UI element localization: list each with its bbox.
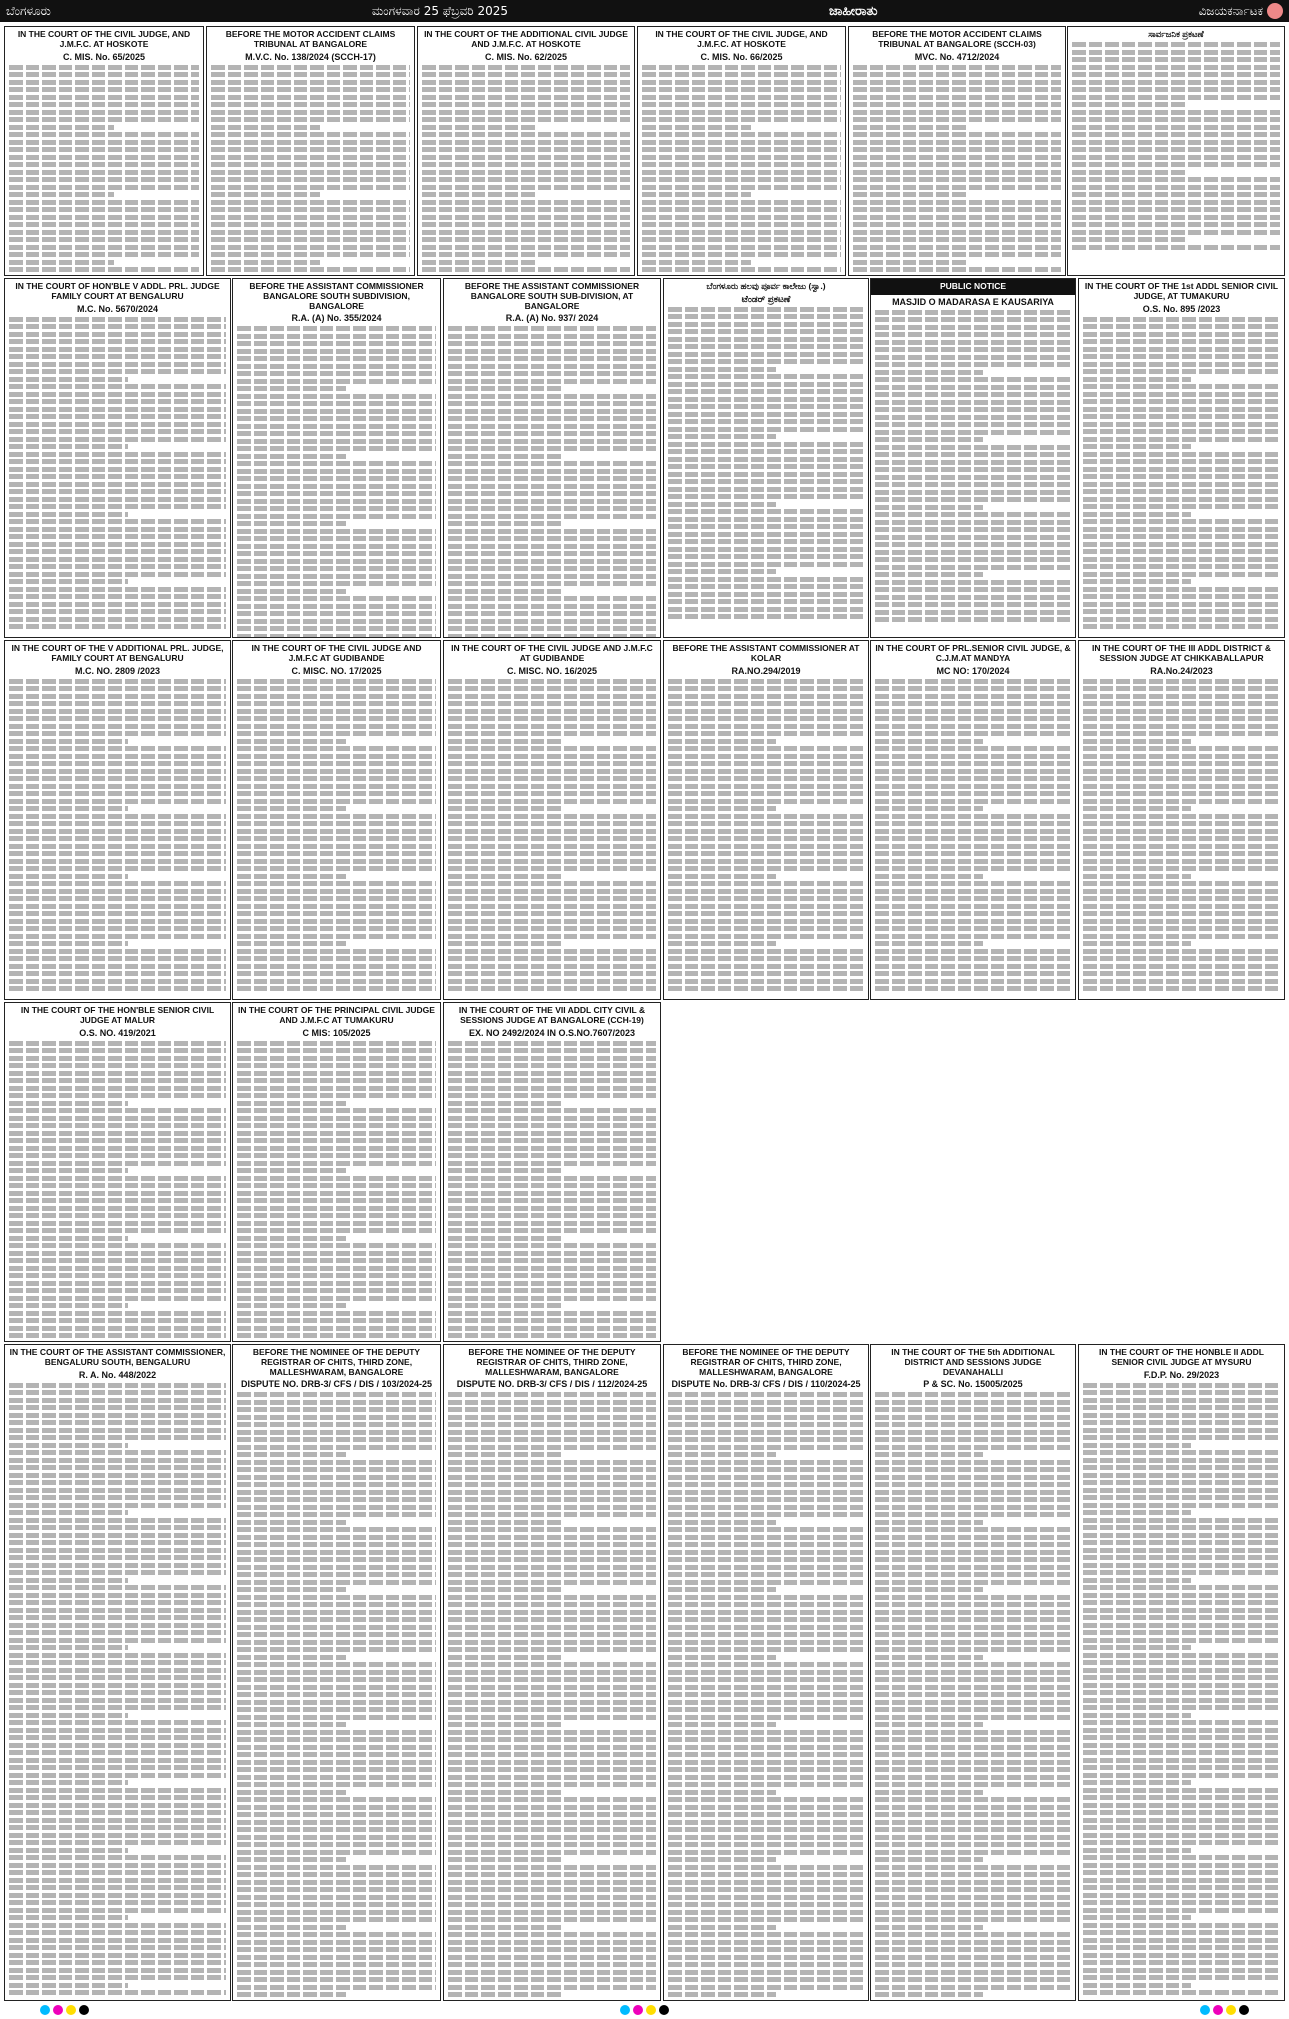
notice-case-number: M.V.C. No. 138/2024 (SCCH-17) bbox=[245, 51, 376, 62]
notice-title: IN THE COURT OF THE CIVIL JUDGE AND J.M.F.C AT GUDIBANDE bbox=[251, 643, 422, 663]
notice-body-text bbox=[448, 1392, 656, 2001]
notice-case-number: MC NO: 170/2024 bbox=[936, 665, 1010, 676]
legal-notice-8 bbox=[232, 278, 441, 638]
notice-body-text bbox=[875, 679, 1071, 992]
masthead-brand: ವಿಜಯಕರ್ನಾಟಕ bbox=[1198, 3, 1263, 18]
legal-notice-10 bbox=[663, 278, 869, 638]
masthead-date: ಮಂಗಳವಾರ 25 ಫೆಬ್ರವರಿ 2025 bbox=[371, 3, 508, 18]
notice-title: BEFORE THE NOMINEE OF THE DEPUTY REGISTRAR OF CHITS, THIRD ZONE, MALLESHWARAM, BANGALORE bbox=[682, 1347, 850, 1377]
notice-body-text bbox=[9, 317, 226, 630]
masthead-left: ಬೆಂಗಳೂರು bbox=[6, 3, 51, 18]
notice-case-number: C MIS: 105/2025 bbox=[302, 1027, 371, 1038]
notice-body-text bbox=[9, 65, 199, 273]
notice-title: PUBLIC NOTICE bbox=[871, 279, 1075, 295]
legal-notice-3 bbox=[417, 26, 635, 276]
legal-notice-11 bbox=[870, 278, 1076, 638]
notice-body-text bbox=[237, 1392, 436, 2001]
notice-title: IN THE COURT OF THE V ADDITIONAL PRL. JUDGE, FAMILY COURT AT BENGALURU bbox=[11, 643, 224, 663]
notice-title: IN THE COURT OF THE HON'BLE SENIOR CIVIL JUDGE AT MALUR bbox=[20, 1005, 215, 1025]
notice-title: BEFORE THE NOMINEE OF THE DEPUTY REGISTRAR OF CHITS, THIRD ZONE, MALLESHWARAM, BANGALORE bbox=[252, 1347, 421, 1377]
notice-case-number: O.S. NO. 419/2021 bbox=[79, 1027, 156, 1038]
notice-title: IN THE COURT OF THE CIVIL JUDGE, AND J.M.F.C. AT HOSKOTE bbox=[655, 29, 828, 49]
notice-title: IN THE COURT OF THE VII ADDL CITY CIVIL & SESSIONS JUDGE AT BANGALORE (CCH-19) bbox=[458, 1005, 646, 1025]
notice-case-number: R.A. (A) No. 937/ 2024 bbox=[505, 313, 599, 324]
legal-notice-20 bbox=[232, 1002, 441, 1342]
legal-notice-12 bbox=[1078, 278, 1285, 638]
notice-title: IN THE COURT OF THE 1st ADDL SENIOR CIVIL JUDGE, AT TUMAKURU bbox=[1084, 281, 1279, 301]
notice-title: ಸಾರ್ವಜನಿಕ ಪ್ರಕಟಣೆ bbox=[1148, 29, 1204, 39]
legal-notice-16 bbox=[663, 640, 869, 1000]
notice-body-text bbox=[668, 307, 864, 620]
legal-notice-23 bbox=[232, 1344, 441, 2001]
notice-case-number: DISPUTE NO. DRB-3/ CFS / DIS / 103/2024-25 bbox=[240, 1379, 433, 1390]
legal-notice-2 bbox=[206, 26, 415, 276]
notice-title: IN THE COURT OF HON'BLE V ADDL. PRL. JUDGE FAMILY COURT AT BENGALURU bbox=[15, 281, 220, 301]
legal-notice-9 bbox=[443, 278, 661, 638]
notice-body-text bbox=[853, 65, 1061, 273]
notice-body-text bbox=[237, 1041, 436, 1339]
notice-case-number: RA.No.24/2023 bbox=[1150, 665, 1213, 676]
notice-body-text bbox=[875, 310, 1071, 623]
legal-notice-15 bbox=[443, 640, 661, 1000]
notice-title: BEFORE THE ASSISTANT COMMISSIONER BANGALORE SOUTH SUB-DIVISION, AT BANGALORE bbox=[464, 281, 640, 311]
notice-body-text bbox=[9, 1383, 226, 1996]
notice-title: IN THE COURT OF THE ADDITIONAL CIVIL JUDGE AND J.M.F.C. AT HOSKOTE bbox=[424, 29, 628, 49]
notice-title: BEFORE THE ASSISTANT COMMISSIONER BANGALORE SOUTH SUBDIVISION, BANGALORE bbox=[249, 281, 424, 311]
notice-case-number: F.D.P. No. 29/2023 bbox=[1143, 1369, 1220, 1380]
notice-case-number: C. MISC. NO. 17/2025 bbox=[291, 665, 382, 676]
masthead-title: ಜಾಹೀರಾತು bbox=[829, 3, 878, 19]
legal-notice-5 bbox=[848, 26, 1066, 276]
notice-case-number: O.S. No. 895 /2023 bbox=[1142, 303, 1221, 314]
notice-case-number: DISPUTE No. DRB-3/ CFS / DIS / 110/2024-25 bbox=[671, 1379, 861, 1390]
notice-body-text bbox=[875, 1392, 1071, 2001]
registration-marks-right-icon bbox=[1200, 2005, 1249, 2015]
notice-case-number: ಟೆಂಡರ್ ಪ್ರಕಟಣೆ bbox=[741, 293, 791, 304]
notice-body-text bbox=[422, 65, 630, 273]
notice-title: ಬೆಂಗಳೂರು ಹಲವು ಪೂರ್ವ ಕಾಲೇಜು (ಸ್ವಾ.) bbox=[706, 281, 826, 291]
notice-case-number: RA.NO.294/2019 bbox=[731, 665, 801, 676]
legal-notice-6 bbox=[1067, 26, 1285, 276]
notice-case-number: EX. NO 2492/2024 IN O.S.NO.7607/2023 bbox=[468, 1027, 636, 1038]
legal-notice-27 bbox=[1078, 1344, 1285, 2001]
notice-title: IN THE COURT OF THE PRINCIPAL CIVIL JUDGE AND J.M.F.C AT TUMAKURU bbox=[238, 1005, 435, 1025]
legal-notice-17 bbox=[870, 640, 1076, 1000]
notice-case-number: C. MIS. No. 65/2025 bbox=[62, 51, 146, 62]
registration-marks-left-icon bbox=[40, 2005, 89, 2015]
notice-title: BEFORE THE NOMINEE OF THE DEPUTY REGISTRAR OF CHITS, THIRD ZONE, MALLESHWARAM, BANGALORE bbox=[468, 1347, 636, 1377]
notice-title: IN THE COURT OF THE 5th ADDITIONAL DISTRICT AND SESSIONS JUDGE DEVANAHALLI bbox=[891, 1347, 1055, 1377]
page-number-icon bbox=[1267, 3, 1283, 19]
notice-body-text bbox=[642, 65, 841, 273]
print-footer bbox=[0, 2001, 1289, 2019]
notice-body-text bbox=[1083, 317, 1280, 630]
notice-case-number: C. MIS. No. 62/2025 bbox=[484, 51, 568, 62]
notice-case-number: MASJID O MADARASA E KAUSARIYA bbox=[892, 296, 1054, 307]
notice-body-text bbox=[448, 326, 656, 638]
notice-title: IN THE COURT OF THE ASSISTANT COMMISSIONER, BENGALURU SOUTH, BENGALURU bbox=[9, 1347, 226, 1367]
legal-notice-18 bbox=[1078, 640, 1285, 1000]
notice-case-number: DISPUTE NO. DRB-3/ CFS / DIS / 112/2024-25 bbox=[456, 1379, 648, 1390]
notice-case-number: M.C. NO. 2809 /2023 bbox=[74, 665, 161, 676]
legal-notice-19 bbox=[4, 1002, 231, 1342]
notice-body-text bbox=[211, 65, 410, 273]
notice-body-text bbox=[1083, 679, 1280, 992]
legal-notice-1 bbox=[4, 26, 204, 276]
notice-body-text bbox=[668, 679, 864, 992]
legal-notice-4 bbox=[637, 26, 846, 276]
classifieds-grid bbox=[4, 26, 1285, 2001]
notice-body-text bbox=[9, 1041, 226, 1339]
notice-body-text bbox=[1083, 1383, 1280, 1996]
notice-case-number: C. MISC. NO. 16/2025 bbox=[506, 665, 598, 676]
legal-notice-7 bbox=[4, 278, 231, 638]
legal-notice-24 bbox=[443, 1344, 661, 2001]
notice-case-number: M.C. No. 5670/2024 bbox=[76, 303, 159, 314]
notice-case-number: MVC. No. 4712/2024 bbox=[914, 51, 1000, 62]
notice-title: IN THE COURT OF THE CIVIL JUDGE, AND J.M.F.C. AT HOSKOTE bbox=[17, 29, 191, 49]
notice-title: BEFORE THE ASSISTANT COMMISSIONER AT KOLAR bbox=[672, 643, 860, 663]
legal-notice-14 bbox=[232, 640, 441, 1000]
notice-case-number: C. MIS. No. 66/2025 bbox=[700, 51, 783, 62]
notice-title: IN THE COURT OF THE III ADDL DISTRICT & SESSION JUDGE AT CHIKKABALLAPUR bbox=[1092, 643, 1271, 663]
notice-body-text bbox=[448, 1041, 656, 1339]
notice-body-text bbox=[237, 326, 436, 638]
notice-title: IN THE COURT OF THE HONBLE II ADDL SENIOR CIVIL JUDGE AT MYSURU bbox=[1099, 1347, 1264, 1367]
notice-title: BEFORE THE MOTOR ACCIDENT CLAIMS TRIBUNAL AT BANGALORE (SCCH-03) bbox=[872, 29, 1042, 49]
masthead bbox=[0, 0, 1289, 22]
notice-case-number: R. A. No. 448/2022 bbox=[78, 1369, 157, 1380]
legal-notice-22 bbox=[4, 1344, 231, 2001]
legal-notice-13 bbox=[4, 640, 231, 1000]
notice-case-number: R.A. (A) No. 355/2024 bbox=[291, 313, 382, 324]
notice-body-text bbox=[1072, 42, 1280, 250]
notice-body-text bbox=[237, 679, 436, 992]
notice-title: IN THE COURT OF PRL.SENIOR CIVIL JUDGE, & C.J.M.AT MANDYA bbox=[875, 643, 1071, 663]
legal-notice-21 bbox=[443, 1002, 661, 1342]
notice-title: BEFORE THE MOTOR ACCIDENT CLAIMS TRIBUNAL AT BANGALORE bbox=[225, 29, 396, 49]
notice-body-text bbox=[448, 679, 656, 992]
notice-body-text bbox=[9, 679, 226, 992]
notice-body-text bbox=[668, 1392, 864, 2001]
notice-title: IN THE COURT OF THE CIVIL JUDGE AND J.M.F.C AT GUDIBANDE bbox=[451, 643, 653, 663]
registration-marks-center-icon bbox=[620, 2005, 669, 2015]
notice-case-number: P & SC. No. 15005/2025 bbox=[923, 1379, 1023, 1390]
legal-notice-25 bbox=[663, 1344, 869, 2001]
legal-notice-26 bbox=[870, 1344, 1076, 2001]
